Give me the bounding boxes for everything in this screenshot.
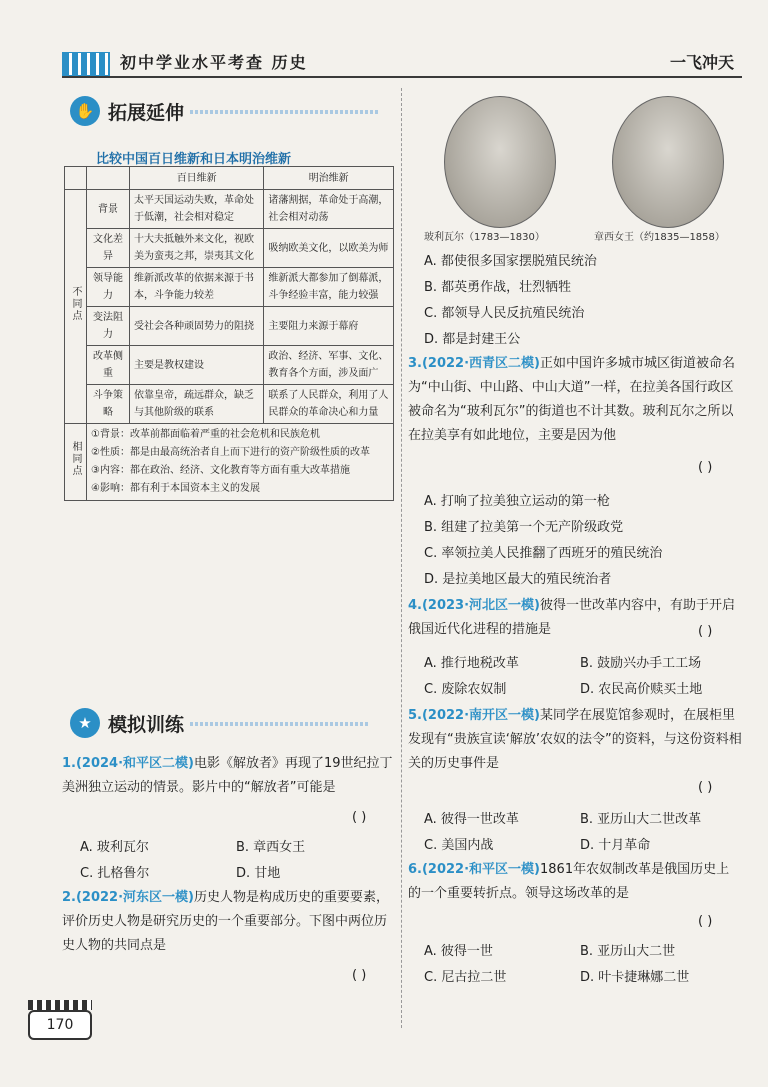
answer-paren: ( ) xyxy=(698,460,713,475)
table-row: 文化差异 十大夫抵触外来文化，视欧美为蛮夷之邦，崇夷其文化 吸纳欧美文化，以欧美为师 xyxy=(65,229,394,268)
option-a: A. 都使很多国家摆脱殖民统治 xyxy=(424,254,597,269)
comparison-table xyxy=(64,166,394,501)
same-points-list: ①背景：改革前都面临着严重的社会危机和民族危机 ②性质：都是由最高统治者自上而下进行的资产阶级性质的改革 ③内容：都在政治、经济、文化教育等方面有重大改革措施 ④影响：都有利于本国资本主义的发展 xyxy=(87,424,394,501)
option-c: C. 美国内战 xyxy=(424,838,494,853)
option-c: C. 率领拉美人民推翻了西班牙的殖民统治 xyxy=(424,546,663,561)
section-extension-heading xyxy=(70,96,400,126)
option-d: D. 是拉美地区最大的殖民统治者 xyxy=(424,572,612,587)
runner-icon: ★ xyxy=(70,708,100,738)
section-practice-heading xyxy=(70,708,400,738)
page-header xyxy=(62,46,742,78)
answer-paren: ( ) xyxy=(352,968,367,983)
table-row: 变法阻力 受社会各种顽固势力的阻挠 主要阻力来源于幕府 xyxy=(65,307,394,346)
option-d: D. 叶卡捷琳娜二世 xyxy=(580,970,690,985)
question-1: 1.(2024·和平区二模)电影《解放者》再现了19世纪拉丁美洲独立运动的情景。影片中的“解放者”可能是 xyxy=(62,756,393,795)
option-b: B. 章西女王 xyxy=(236,840,306,855)
portrait-queen-image xyxy=(612,96,724,228)
column-divider xyxy=(401,88,402,1028)
diff-label-cell: 不同点 xyxy=(65,190,87,424)
section-divider-line xyxy=(190,110,380,114)
section-practice-title: 模拟训练 xyxy=(108,714,185,736)
option-d: D. 都是封建王公 xyxy=(424,332,521,347)
header-logo-icon xyxy=(62,52,110,76)
option-b: B. 亚历山大二世 xyxy=(580,944,676,959)
same-label-cell: 相同点 xyxy=(65,424,87,501)
question-2: 2.(2022·河东区一模)历史人物是构成历史的重要要素，评价历史人物是研究历史的一个重要部分。下图中两位历史人物的共同点是 xyxy=(62,890,390,953)
option-b: B. 鼓励兴办手工工场 xyxy=(580,656,702,671)
handshake-icon: ✋ xyxy=(70,96,100,126)
table-row-same xyxy=(65,424,394,501)
option-a: A. 彼得一世改革 xyxy=(424,812,519,827)
option-c: C. 都领导人民反抗殖民统治 xyxy=(424,306,585,321)
option-a: A. 推行地税改革 xyxy=(424,656,519,671)
option-a: A. 玻利瓦尔 xyxy=(80,840,149,855)
option-d: D. 甘地 xyxy=(236,866,281,881)
option-c: C. 尼古拉二世 xyxy=(424,970,507,985)
caption-queen: 章西女王（约1835—1858） xyxy=(594,232,725,243)
table-subtitle: 比较中国百日维新和日本明治维新 xyxy=(96,152,292,167)
option-c: C. 扎格鲁尔 xyxy=(80,866,150,881)
col-header-b: 明治维新 xyxy=(264,167,394,190)
option-b: B. 组建了拉美第一个无产阶级政党 xyxy=(424,520,624,535)
option-a: A. 打响了拉美独立运动的第一枪 xyxy=(424,494,610,509)
table-row: 不同点 背景 太平天国运动失败，革命处于低潮，社会相对稳定 诸藩割据，革命处于高潮，社会相对动荡 xyxy=(65,190,394,229)
option-a: A. 彼得一世 xyxy=(424,944,493,959)
answer-paren: ( ) xyxy=(698,780,713,795)
answer-paren: ( ) xyxy=(352,810,367,825)
page-number: 170 xyxy=(28,1010,92,1040)
option-d: D. 十月革命 xyxy=(580,838,651,853)
option-c: C. 废除农奴制 xyxy=(424,682,507,697)
portrait-bolivar-image xyxy=(444,96,556,228)
option-b: B. 都英勇作战，壮烈牺牲 xyxy=(424,280,572,295)
option-d: D. 农民高价赎买土地 xyxy=(580,682,703,697)
header-title: 初中学业水平考查 历史 xyxy=(120,53,308,72)
table-row: 领导能力 维新派改革的依据来源于书本，斗争能力较差 维新派大都参加了倒幕派，斗争经验丰富，能力较强 xyxy=(65,268,394,307)
question-4: 4.(2023·河北区一模)彼得一世改革内容中，有助于开启俄国近代化进程的措施是 xyxy=(408,598,736,637)
question-5: 5.(2022·南开区一模)某同学在展览馆参观时，在展柜里发现有“贵族宣读‘解放’农奴的法令”的资料，与这份资料相关的历史事件是 xyxy=(408,708,742,771)
answer-paren: ( ) xyxy=(698,914,713,929)
col-header-a: 百日维新 xyxy=(130,167,264,190)
header-brand: 一飞冲天 xyxy=(669,53,734,72)
table-row: 改革侧重 主要是教权建设 政治、经济、军事、文化、教育各个方面，涉及面广 xyxy=(65,346,394,385)
question-6: 6.(2022·和平区一模)1861年农奴制改革是俄国历史上的一个重要转折点。领导这场改革的是 xyxy=(408,862,730,901)
section-extension-title: 拓展延伸 xyxy=(108,102,185,124)
section-divider-line xyxy=(190,722,370,726)
table-header-row xyxy=(65,167,394,190)
table-row: 斗争策略 依靠皇帝，疏远群众，缺乏与其他阶级的联系 联系了人民群众，利用了人民群众的革命决心和力量 xyxy=(65,385,394,424)
question-3: 3.(2022·西青区二模)正如中国许多城市城区街道被命名为“中山街、中山路、中山大道”一样，在拉美各国行政区被命名为“玻利瓦尔”的街道也不计其数。玻利瓦尔之所以在拉美享有如此地位，主要是因为他 xyxy=(408,356,736,443)
page-number-strip xyxy=(28,1000,92,1010)
option-b: B. 亚历山大二世改革 xyxy=(580,812,702,827)
answer-paren: ( ) xyxy=(698,624,713,639)
caption-bolivar: 玻利瓦尔（1783—1830） xyxy=(424,232,545,243)
